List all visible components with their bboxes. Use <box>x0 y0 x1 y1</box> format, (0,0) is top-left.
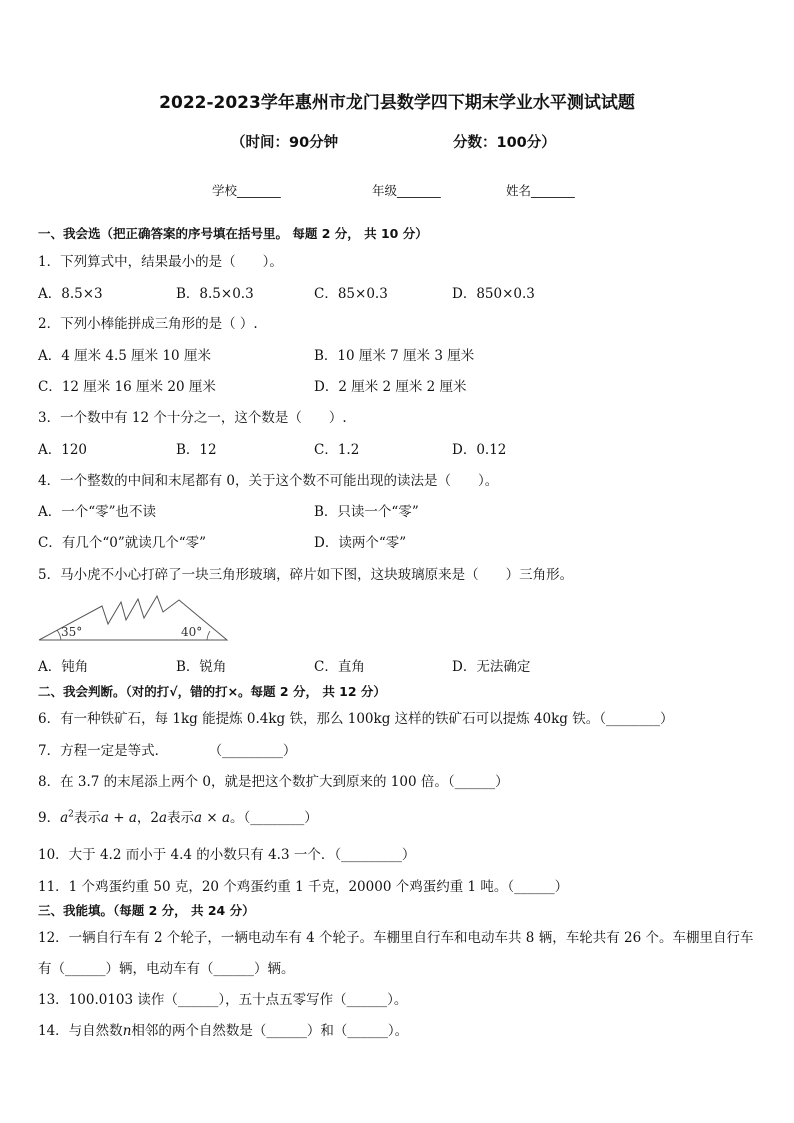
option-b: B．锐角 <box>176 659 227 675</box>
option-a: A．120 <box>38 442 88 458</box>
option-d: D．无法确定 <box>452 659 531 675</box>
question-stem: 4．一个整数的中间和末尾都有 0，关于这个数不可能出现的读法是（ ）。 <box>38 473 499 489</box>
option-d: D．2 厘米 2 厘米 2 厘米 <box>314 379 467 395</box>
option-c: C．直角 <box>314 659 365 675</box>
question-text: 6．有一种铁矿石，每 1kg 能提炼 0.4kg 铁，那么 100kg 这样的铁矿石可以提炼 40kg 铁。（________） <box>38 711 674 727</box>
section-heading: 二、我会判断。（对的打√，错的打×。每题 2 分， 共 12 分） <box>38 684 386 699</box>
question-stem: 5．马小虎不小心打碎了一块三角形玻璃，碎片如下图，这块玻璃原来是（ ）三角形。 <box>38 567 574 583</box>
option-d: D．850×0.3 <box>452 286 535 302</box>
question-stem: 2．下列小棒能拼成三角形的是（ ）. <box>38 316 258 332</box>
broken-triangle-figure <box>36 590 232 644</box>
text-fragment: ，2 <box>136 810 159 826</box>
exam-score: 分数：100分） <box>453 135 556 151</box>
option-d: D．0.12 <box>452 442 507 458</box>
option-d: D．读两个“零” <box>314 535 407 551</box>
text-fragment: 相邻的两个自然数是（______）和（______）。 <box>131 1023 409 1039</box>
exponent: 2 <box>68 809 74 820</box>
grade-field: 年级_______ <box>372 183 441 198</box>
option-b: B．10 厘米 7 厘米 3 厘米 <box>314 348 475 364</box>
question-text: 8．在 3.7 的末尾添上两个 0，就是把这个数扩大到原来的 100 倍。（______） <box>38 774 509 790</box>
question-text: 有（______）辆，电动车有（______）辆。 <box>38 961 295 977</box>
section-heading: 三、我能填。（每题 2 分， 共 24 分） <box>38 903 255 918</box>
question-text <box>38 806 318 826</box>
angle-label-right: 40° <box>181 625 203 639</box>
expression: a × a <box>194 810 231 826</box>
section-heading: 一、我会选（把正确答案的序号填在括号里。 每题 2 分， 共 10 分） <box>38 226 428 241</box>
option-c: C．1.2 <box>314 442 360 458</box>
variable-n: n <box>122 1023 132 1039</box>
answer-blank: 。（________） <box>230 810 318 826</box>
angle-label-left: 35° <box>61 625 83 639</box>
option-c: C．12 厘米 16 厘米 20 厘米 <box>38 379 216 395</box>
text-fragment: 表示 <box>73 810 101 826</box>
question-number: 9． <box>38 810 61 826</box>
question-text: 7．方程一定是等式． （_________） <box>38 743 297 759</box>
text-fragment: 表示 <box>167 810 195 826</box>
option-a: A．一个“零”也不读 <box>38 504 157 520</box>
name-field: 姓名_______ <box>506 183 575 198</box>
question-stem: 3．一个数中有 12 个十分之一，这个数是（ ）. <box>38 410 347 426</box>
exam-time: （时间：90分钟 <box>231 135 339 151</box>
option-b: B．12 <box>176 442 217 458</box>
option-a: A．钝角 <box>38 659 89 675</box>
question-stem: 1．下列算式中，结果最小的是（ ）。 <box>38 254 283 270</box>
question-text: 13．100.0103 读作（______），五十点五零写作（______）。 <box>38 992 408 1008</box>
option-b: B．只读一个“零” <box>314 504 419 520</box>
variable-a: a <box>158 810 168 826</box>
option-b: B．8.5×0.3 <box>176 286 254 302</box>
option-c: C．85×0.3 <box>314 286 388 302</box>
expression: a + a <box>100 810 137 826</box>
option-a: A．4 厘米 4.5 厘米 10 厘米 <box>38 348 211 364</box>
question-text: 11．1 个鸡蛋约重 50 克，20 个鸡蛋约重 1 千克，20000 个鸡蛋约重 1 吨。（______） <box>38 879 569 895</box>
question-text: 12．一辆自行车有 2 个轮子，一辆电动车有 4 个轮子。车棚里自行车和电动车共 8 辆，车轮共有 26 个。车棚里自行车 <box>38 930 754 946</box>
question-text: 10．大于 4.2 而小于 4.4 的小数只有 4.3 一个．（_________） <box>38 847 416 863</box>
variable-a: a <box>60 810 69 826</box>
school-field: 学校_______ <box>212 183 281 198</box>
page-title: 2022-2023学年惠州市龙门县数学四下期末学业水平测试试题 <box>159 93 635 113</box>
option-a: A．8.5×3 <box>38 286 103 302</box>
question-text <box>38 1019 408 1039</box>
text-fragment: 14．与自然数 <box>38 1023 123 1039</box>
option-c: C．有几个“0”就读几个“零” <box>38 535 207 551</box>
